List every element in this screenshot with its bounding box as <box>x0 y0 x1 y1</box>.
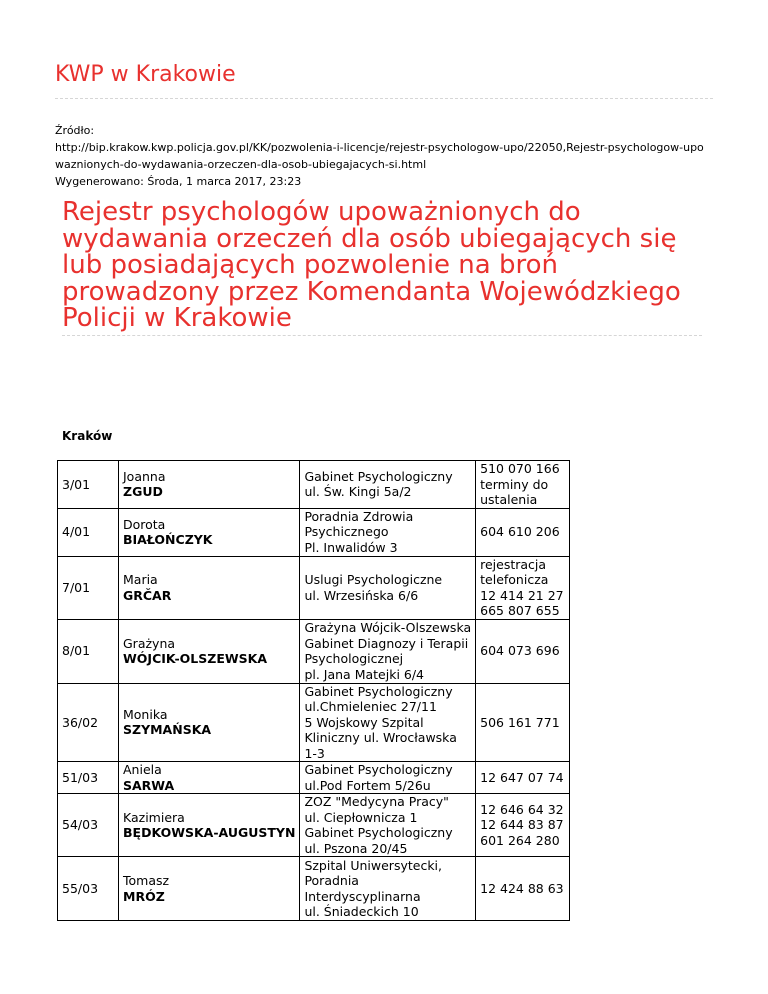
surname: WÓJCIK-OLSZEWSKA <box>123 651 268 666</box>
contact-phone <box>476 794 570 857</box>
phone-line: 510 070 166 <box>480 461 560 476</box>
table-row <box>58 794 570 857</box>
address-line: Uslugi Psychologiczne <box>304 572 443 587</box>
first-name: Aniela <box>123 762 162 777</box>
address-line: Gabinet Psychologiczny <box>304 762 453 777</box>
contact-phone <box>476 683 570 762</box>
address-line: Gabinet Psychologiczny <box>304 825 453 840</box>
address-line: ul. Pszona 20/45 <box>304 840 408 856</box>
address-line: 1-3 <box>304 745 325 761</box>
address-line: ul. Wrzesińska 6/6 <box>304 587 419 603</box>
practice-address <box>300 508 476 556</box>
surname: SZYMAŃSKA <box>123 722 212 738</box>
address-line: Gabinet Psychologiczny <box>304 468 453 484</box>
table-row <box>58 508 570 556</box>
surname: BIAŁOŃCZYK <box>123 532 213 547</box>
contact-phone <box>476 508 570 556</box>
first-name: Kazimiera <box>123 809 185 825</box>
practice-address <box>300 461 476 509</box>
site-title[interactable]: KWP w Krakowie <box>55 62 236 87</box>
psychologist-name <box>119 619 300 683</box>
address-line: ul. Św. Kingi 5a/2 <box>304 484 412 500</box>
surname: BĘDKOWSKA-AUGUSTYN <box>123 825 296 840</box>
header-divider <box>55 98 713 99</box>
address-line: Szpital Uniwersytecki, <box>304 857 443 873</box>
address-line: ul. Śniadeckich 10 <box>304 904 419 919</box>
generated-date: Wygenerowano: Środa, 1 marca 2017, 23:23 <box>55 175 302 188</box>
psychologist-name <box>119 857 300 921</box>
phone-line: 12 644 83 87 <box>480 817 564 833</box>
address-line: pl. Jana Matejki 6/4 <box>304 666 425 682</box>
address-line: Pl. Inwalidów 3 <box>304 539 398 555</box>
address-line: Psychicznego <box>304 524 389 540</box>
phone-line: 604 073 696 <box>480 643 560 659</box>
phone-line: 601 264 280 <box>480 832 560 848</box>
phone-line: telefonicza <box>480 572 549 587</box>
phone-line: 12 646 64 32 <box>480 801 564 817</box>
first-name: Dorota <box>123 516 166 532</box>
first-name: Monika <box>123 706 168 722</box>
contact-phone <box>476 857 570 921</box>
document-title: Rejestr psychologów upoważnionych do wydawania orzeczeń dla osób ubiegających się lub posiadających pozwolenie na broń prowadzony przez Komendanta Wojewódzkiego Policji w Krakowie <box>62 197 681 333</box>
contact-phone <box>476 762 570 794</box>
table-row <box>58 762 570 794</box>
registry-number: 55/03 <box>58 857 119 921</box>
phone-line: 604 610 206 <box>480 524 560 540</box>
table-row <box>58 857 570 921</box>
source-label: Źródło: <box>55 124 95 137</box>
source-meta <box>55 122 725 190</box>
table-row <box>58 461 570 509</box>
surname: GRČAR <box>123 587 172 603</box>
first-name: Grażyna <box>123 635 176 651</box>
phone-line: ustalenia <box>480 492 538 507</box>
phone-line: 12 414 21 27 <box>480 587 564 603</box>
registry-number: 36/02 <box>58 683 119 762</box>
table-row <box>58 683 570 762</box>
table-row <box>58 619 570 683</box>
phone-line: terminy do <box>480 476 549 492</box>
contact-phone <box>476 556 570 619</box>
practice-address <box>300 556 476 619</box>
registry-number: 8/01 <box>58 619 119 683</box>
first-name: Joanna <box>123 468 166 484</box>
address-line: Gabinet Psychologiczny <box>304 683 453 699</box>
address-line: ZOZ "Medycyna Pracy" <box>304 794 449 809</box>
address-line: ul.Chmieleniec 27/11 <box>304 699 437 714</box>
psychologist-name <box>119 683 300 762</box>
psychologist-name <box>119 556 300 619</box>
practice-address <box>300 857 476 921</box>
surname: ZGUD <box>123 484 163 500</box>
practice-address <box>300 794 476 857</box>
registry-number: 4/01 <box>58 508 119 556</box>
table-row <box>58 556 570 619</box>
psychologist-name <box>119 762 300 794</box>
address-line: Gabinet Diagnozy i Terapii <box>304 635 469 651</box>
first-name: Tomasz <box>123 873 170 888</box>
address-line: Poradnia Zdrowia <box>304 508 414 524</box>
first-name: Maria <box>123 572 158 587</box>
phone-line: 12 647 07 74 <box>480 769 564 785</box>
address-line: 5 Wojskowy Szpital <box>304 714 424 730</box>
psychologist-name <box>119 508 300 556</box>
address-line: ul.Pod Fortem 5/26u <box>304 777 431 793</box>
practice-address <box>300 762 476 794</box>
surname: MRÓZ <box>123 888 165 904</box>
registry-number: 3/01 <box>58 461 119 509</box>
registry-number: 7/01 <box>58 556 119 619</box>
title-divider <box>62 335 702 336</box>
psychologist-name <box>119 794 300 857</box>
phone-line: rejestracja <box>480 556 547 572</box>
address-line: Psychologicznej <box>304 651 404 666</box>
psychologists-table <box>57 460 570 921</box>
registry-number: 54/03 <box>58 794 119 857</box>
section-heading-krakow: Kraków <box>62 429 113 443</box>
phone-line: 665 807 655 <box>480 603 560 618</box>
contact-phone <box>476 619 570 683</box>
address-line: Interdyscyplinarna <box>304 888 421 904</box>
address-line: Kliniczny ul. Wrocławska <box>304 730 457 745</box>
address-line: Grażyna Wójcik-Olszewska <box>304 620 472 635</box>
surname: SARWA <box>123 777 175 793</box>
address-line: Poradnia <box>304 873 359 888</box>
phone-line: 506 161 771 <box>480 714 560 730</box>
registry-number: 51/03 <box>58 762 119 794</box>
practice-address <box>300 619 476 683</box>
psychologist-name <box>119 461 300 509</box>
phone-line: 12 424 88 63 <box>480 880 564 896</box>
contact-phone <box>476 461 570 509</box>
practice-address <box>300 683 476 762</box>
address-line: ul. Ciepłownicza 1 <box>304 809 418 825</box>
source-url-line-2[interactable]: waznionych-do-wydawania-orzeczen-dla-osob-ubiegajacych-si.html <box>55 158 427 171</box>
source-url-line-1[interactable]: http://bip.krakow.kwp.policja.gov.pl/KK/pozwolenia-i-licencje/rejestr-psychologow-upo/22050,Rejestr-psychologow-upo <box>55 141 704 154</box>
